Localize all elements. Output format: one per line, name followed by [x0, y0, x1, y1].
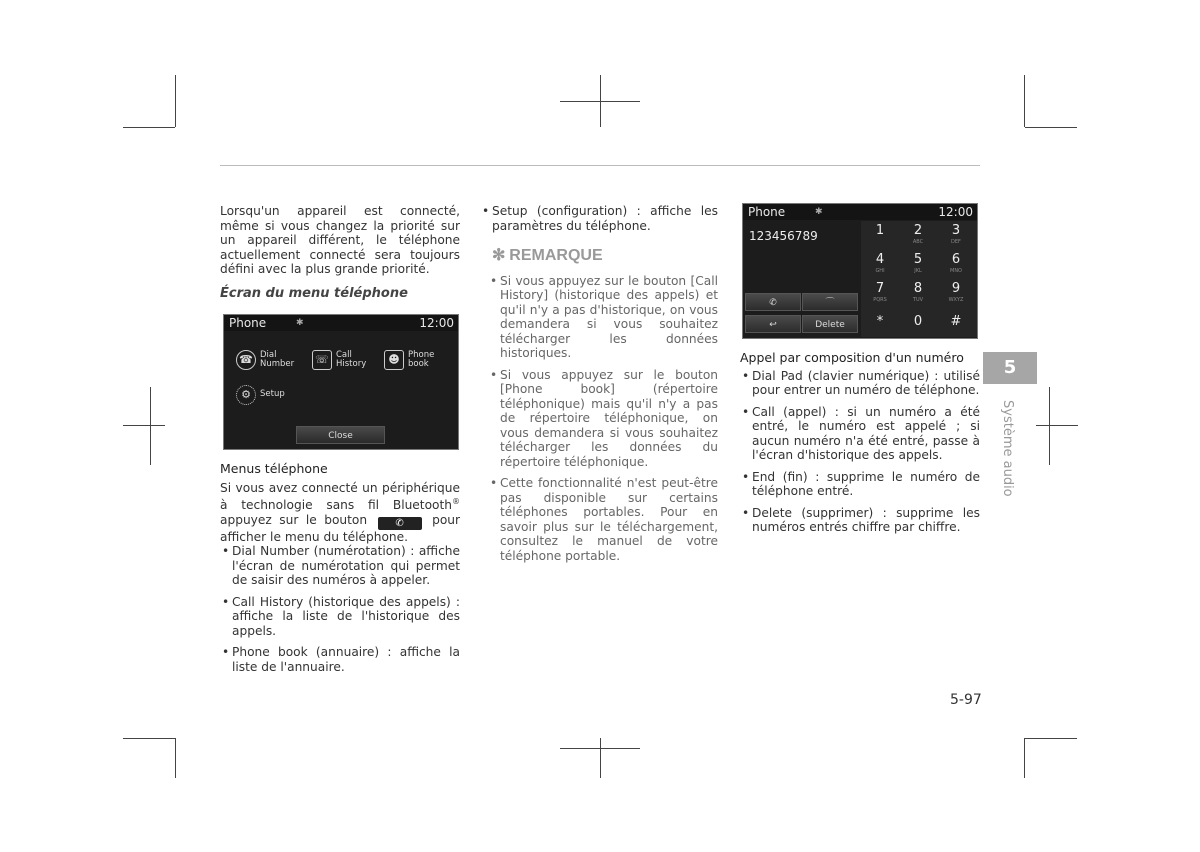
list-item: • Si vous appuyez sur le bouton [Phone book] (répertoire téléphonique) mais qu'il n'y a pas de répertoire téléphonique, on vous demandera si vous souhaitez télécharger les données du répertoire téléphonique. [488, 368, 718, 470]
key-2[interactable]: 2 ABC [912, 223, 924, 245]
key-6[interactable]: 6 MNO [950, 252, 962, 274]
registered-mark: ® [452, 497, 460, 506]
menu-item-phone-book[interactable] [384, 350, 440, 370]
bluetooth-icon: ✱ [815, 207, 823, 217]
chapter-label-text: Système audio [1000, 400, 1015, 497]
screen-title: Phone [229, 316, 267, 330]
dial-list [740, 369, 980, 535]
phone-menus-heading: Menus téléphone [220, 461, 328, 476]
asterisk-icon: ✻ [492, 247, 506, 264]
list-item: • Setup (configuration) : affiche les paramètres du téléphone. [480, 204, 718, 233]
key-4[interactable]: 4 GHI [875, 252, 885, 274]
list-item: • Phone book (annuaire) : affiche la liste de l'annuaire. [220, 645, 460, 674]
list-item: • Call History (historique des appels) : affiche la liste de l'historique des appels. [220, 595, 460, 639]
key-9[interactable]: 9 WXYZ [948, 281, 964, 303]
setup-list [480, 204, 718, 233]
list-item: • Call (appel) : si un numéro a été entré, le numéro est appelé ; si aucun numéro n'a été entré, passe à l'écran d'historique des appels. [740, 405, 980, 463]
key-5[interactable]: 5 JKL [913, 252, 923, 274]
notes-list [488, 274, 718, 564]
key-8[interactable]: 8 TUV [912, 281, 924, 303]
contact-book-icon: ☻ [384, 350, 404, 370]
phone-button-icon: ✆ [378, 517, 422, 530]
call-button[interactable] [745, 293, 801, 311]
phone-menus-paragraph [220, 481, 460, 545]
key-hash[interactable]: # [950, 314, 962, 329]
phone-icon: ✆ [769, 298, 777, 308]
menu-item-label: Dial Number [260, 349, 295, 369]
remarque-title: REMARQUE [509, 247, 603, 264]
clock: 12:00 [419, 316, 454, 330]
para-text: appuyez sur le bouton [220, 512, 368, 527]
chapter-tab: 5 [983, 352, 1037, 384]
gear-icon: ⚙ [236, 385, 256, 405]
list-item: • Si vous appuyez sur le bouton [Call History] (historique des appels) et qu'il n'y a pas d'historique, on vous demandera si vous souhaitez télécharger les données historiques. [488, 274, 718, 361]
dial-pad-screen [742, 203, 978, 339]
hang-up-icon: ⌒ [825, 298, 835, 308]
remarque-heading [492, 249, 718, 264]
list-item: • Delete (supprimer) : supprime les numéros entrés chiffre par chiffre. [740, 506, 980, 535]
end-button[interactable] [802, 293, 858, 311]
dial-pad [861, 221, 977, 337]
delete-button[interactable]: Delete [802, 315, 858, 333]
phone-menu-screen [223, 314, 459, 450]
menu-item-call-history[interactable] [312, 350, 368, 370]
close-button[interactable]: Close [296, 426, 385, 444]
bluetooth-icon: ✱ [296, 318, 304, 328]
status-bar [743, 204, 977, 220]
phone-icon: ☎ [236, 350, 256, 370]
phone-menu-list [220, 544, 460, 674]
key-star[interactable]: * [876, 314, 884, 329]
screen-title: Phone [748, 205, 786, 219]
right-column [740, 351, 980, 542]
section-title: Écran du menu téléphone [220, 285, 408, 301]
middle-column [480, 204, 718, 570]
list-item: • End (fin) : supprime le numéro de téléphone entré. [740, 470, 980, 499]
dial-heading: Appel par composition d'un numéro [740, 350, 964, 365]
menu-item-dial-number[interactable] [236, 350, 298, 370]
menu-item-setup[interactable] [236, 385, 285, 405]
key-7[interactable]: 7 PQRS [873, 281, 887, 303]
para-text: pour afficher le menu du téléphone. [220, 512, 461, 544]
call-history-icon: ☏ [312, 350, 332, 370]
phone-menus-section [220, 462, 460, 681]
key-0[interactable]: 0 [913, 314, 923, 329]
header-rule [220, 165, 980, 166]
number-display: 123456789 [749, 229, 818, 243]
list-item: • Dial Pad (clavier numérique) : utilisé pour entrer un numéro de téléphone. [740, 369, 980, 398]
left-column [220, 204, 460, 301]
chapter-label [1001, 400, 1015, 510]
back-arrow-icon: ↩ [769, 320, 777, 330]
para-text: Si vous avez connecté un périphérique à technologie sans fil Bluetooth [220, 480, 460, 513]
menu-item-label: Call History [336, 349, 367, 369]
status-bar [224, 315, 458, 331]
menu-item-label: Setup [260, 389, 285, 400]
list-item: • Cette fonctionnalité n'est peut-être pas disponible sur certains téléphones portables. Pour en savoir plus sur le téléchargement, consultez le manuel de votre téléphone portable. [488, 476, 718, 563]
clock: 12:00 [938, 205, 973, 219]
back-button[interactable] [745, 315, 801, 333]
key-3[interactable]: 3 DEF [951, 223, 961, 245]
menu-item-label: Phone book [408, 349, 435, 369]
list-item: • Dial Number (numérotation) : affiche l'écran de numérotation qui permet de saisir des numéros à appeler. [220, 544, 460, 588]
intro-paragraph: Lorsqu'un appareil est connecté, même si vous changez la priorité sur un appareil différent, le téléphone actuellement connecté sera toujours défini avec la plus grande priorité. [220, 204, 460, 276]
key-1[interactable]: 1 [875, 223, 885, 238]
page-number: 5-97 [950, 692, 982, 708]
